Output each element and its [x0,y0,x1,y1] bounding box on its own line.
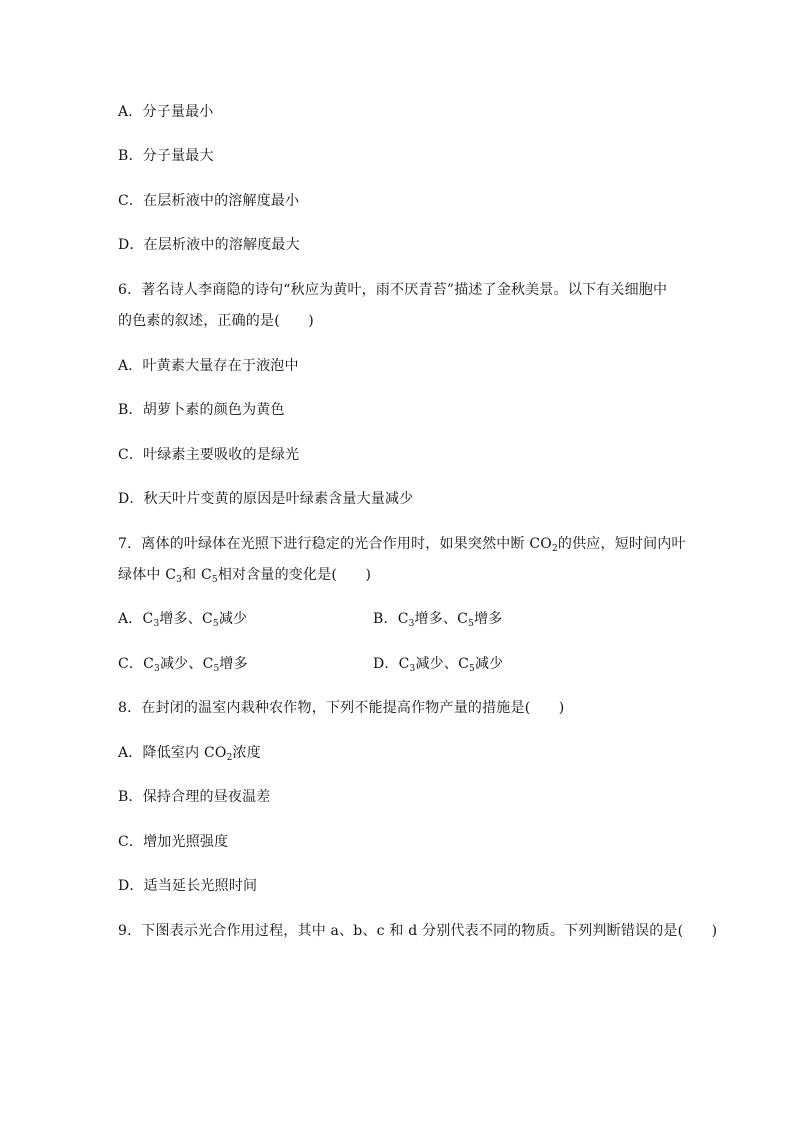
q8-option-d: D．适当延长光照时间 [118,878,258,894]
q7-option-c-s2: 5 [213,664,220,674]
q8-option-a-text-b: 浓度 [232,745,261,761]
q7-stem-line2-text-a: 绿体中 C [118,567,177,583]
q7-option-c-p3: 增多 [219,656,248,672]
q7-option-c-p1: C．C [118,656,155,672]
q6-option-d: D．秋天叶片变黄的原因是叶绿素含量大量减少 [118,491,414,507]
q7-option-a [118,609,247,629]
q8-option-b: B．保持合理的昼夜温差 [118,789,271,805]
q5-option-d: D．在层析液中的溶解度最大 [118,237,300,253]
q5-option-b: B．分子量最大 [118,148,214,164]
q7-option-b-p3: 增多 [474,611,503,627]
q7-stem-line2-sub1: 3 [176,575,183,585]
q7-option-c [118,654,248,674]
q8-option-a [118,743,261,763]
q8-option-c: C．增加光照强度 [118,834,229,850]
q7-option-a-s1: 3 [153,619,160,629]
q7-option-d [373,654,503,674]
q7-option-b-p2: 增多、C [414,611,469,627]
q7-option-b-p1: B．C [373,611,409,627]
q6-option-b: B．胡萝卜素的颜色为黄色 [118,402,285,418]
q7-option-b [373,609,502,629]
q6-option-c: C．叶绿素主要吸收的是绿光 [118,447,300,463]
q7-stem-line1-text-b: 的供应，短时间内叶 [557,536,686,552]
q8-stem: 8．在封闭的温室内栽种农作物，下列不能提高作物产量的措施是( ) [118,700,565,716]
q7-stem-line1-text-a: 7．离体的叶绿体在光照下进行稳定的光合作用时，如果突然中断 CO [118,536,552,552]
q7-option-c-s1: 3 [154,664,160,674]
q6-stem-line1: 6．著名诗人李商隐的诗句“秋应为黄叶，雨不厌青苔”描述了金秋美景。以下有关细胞中 [118,282,668,298]
q6-stem-line2: 的色素的叙述，正确的是( ) [118,313,314,329]
q5-option-c: C．在层析液中的溶解度最小 [118,193,300,209]
q7-stem-line2-text-b: 和 C [182,567,212,583]
q8-option-a-sub: 2 [226,753,233,763]
q7-option-a-p1: A．C [118,611,154,627]
q7-option-d-p2: 减少、C [415,656,469,672]
q7-stem-line1-sub: 2 [551,544,558,554]
q7-stem-line2-sub2: 5 [211,575,218,585]
q7-option-a-s2: 5 [212,619,219,629]
q7-option-d-s1: 3 [409,664,416,674]
q9-stem: 9．下图表示光合作用过程，其中 a、b、c 和 d 分别代表不同的物质。下列判断错误的是( ) [118,923,718,939]
q7-option-d-p1: D．C [373,656,410,672]
q8-option-a-text-a: A．降低室内 CO [118,745,227,761]
q6-option-a: A．叶黄素大量存在于液泡中 [118,358,299,374]
q5-option-a: A．分子量最小 [118,104,214,120]
q7-stem-line1 [118,534,686,554]
q7-option-b-s1: 3 [408,619,415,629]
q7-option-a-p3: 减少 [218,611,248,627]
q7-option-d-p3: 减少 [474,656,504,672]
q7-stem-line2-text-c: 相对含量的变化是( ) [217,567,372,583]
q7-option-a-p2: 增多、C [159,611,213,627]
q7-option-c-p2: 减少、C [159,656,214,672]
q7-stem-line2 [118,565,371,585]
q7-option-d-s2: 5 [469,664,475,674]
q7-option-b-s2: 5 [468,619,474,629]
